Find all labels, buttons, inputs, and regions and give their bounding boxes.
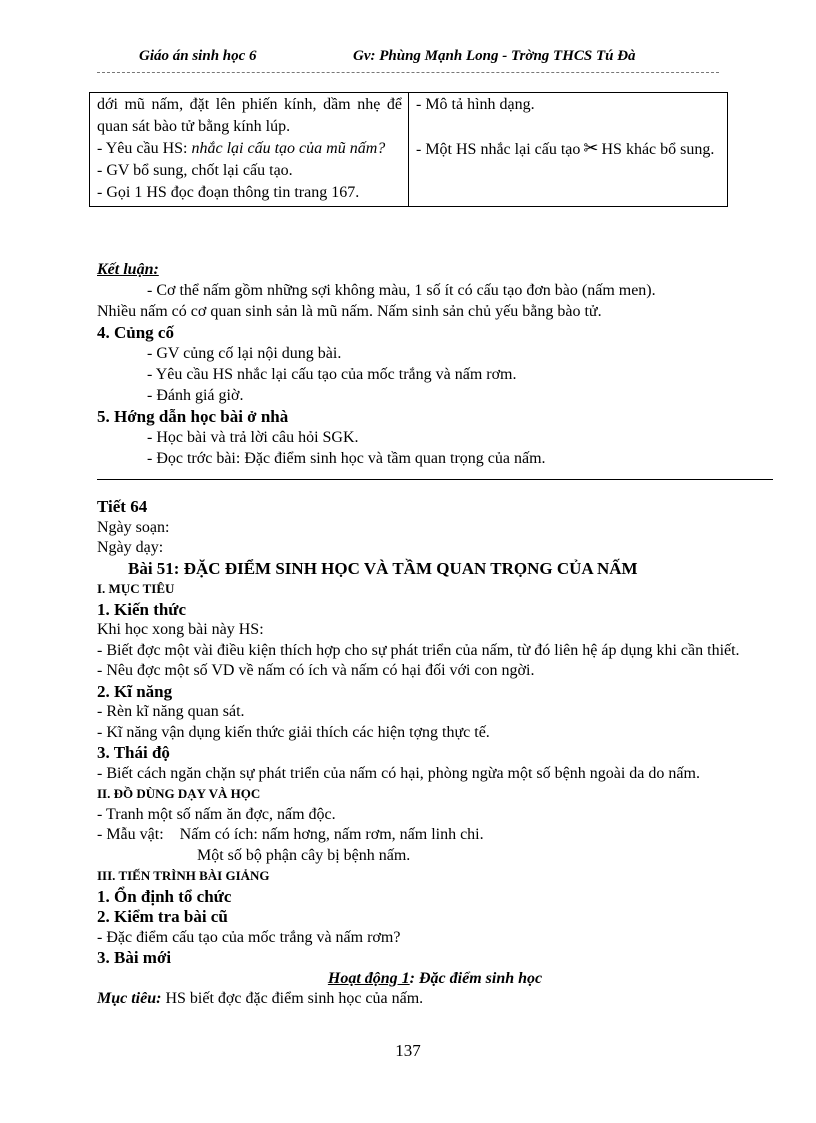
table-row <box>90 93 728 207</box>
objectives-heading: I. MỤC TIÊU <box>97 581 175 596</box>
materials-item: - Mẫu vật: Nấm có ích: nấm hơng, nấm rơm, nấm linh chi. <box>97 826 484 843</box>
header-right: Gv: Phùng Mạnh Long - Trờng THCS Tú Đà <box>353 48 636 64</box>
materials-item: Một số bộ phận cây bị bệnh nấm. <box>197 846 411 864</box>
homework-item: - Đọc trớc bài: Đặc điểm sinh học và tầm quan trọng của nấm. <box>147 450 546 467</box>
section-divider <box>97 479 773 480</box>
materials-heading: II. ĐỒ DÙNG DẠY VÀ HỌC <box>97 786 261 801</box>
page-header <box>97 48 719 70</box>
prep-date: Ngày soạn: <box>97 518 170 536</box>
activity-table <box>89 92 728 207</box>
scissors-icon: ✂ <box>583 138 599 159</box>
conclusion-section <box>97 259 773 469</box>
consolidate-heading: 4. Củng cố <box>97 323 174 342</box>
procedure-heading: III. TIẾN TRÌNH BÀI GIẢNG <box>97 868 270 883</box>
knowledge-item: - Biết đợc một vài điều kiện thích hợp cho sự phát triển của nấm, từ đó liên hệ áp dụng khi cần thiết. <box>97 641 740 659</box>
conclusion-heading: Kết luận: <box>97 261 159 278</box>
homework-heading: 5. Hớng dẫn học bài ở nhà <box>97 407 289 426</box>
goal-line: Mục tiêu: HS biết đợc đặc điểm sinh học của nấm. <box>97 990 424 1007</box>
table-right-line-2: - Một HS nhắc lại cấu tạo ✂ HS khác bổ sung. <box>416 138 715 159</box>
table-left-line-3: - GV bổ sung, chốt lại cấu tạo. <box>97 162 293 179</box>
attitude-item: - Biết cách ngăn chặn sự phát triển của nấm có hại, phòng ngừa một số bệnh ngoài da do nấm. <box>97 764 700 782</box>
page-number: 137 <box>395 1041 421 1060</box>
knowledge-heading: 1. Kiến thức <box>97 599 187 619</box>
homework-item: - Học bài và trả lời câu hỏi SGK. <box>147 429 359 446</box>
review-question: - Đặc điểm cấu tạo của mốc trắng và nấm rơm? <box>97 928 401 946</box>
header-left: Giáo án sinh học 6 <box>139 48 257 64</box>
teach-date: Ngày dạy: <box>97 539 164 556</box>
consolidate-item: - GV củng cố lại nội dung bài. <box>147 345 342 362</box>
consolidate-item: - Yêu cầu HS nhắc lại cấu tạo của mốc trắng và nấm rơm. <box>147 366 517 383</box>
activity-heading: Hoạt động 1: Đặc điểm sinh học <box>327 969 543 987</box>
skills-heading: 2. Kĩ năng <box>97 681 173 701</box>
lesson-plan <box>97 497 773 1010</box>
attitude-heading: 3. Thái độ <box>97 743 170 762</box>
knowledge-intro: Khi học xong bài này HS: <box>97 621 264 638</box>
materials-item: - Tranh một số nấm ăn đợc, nấm độc. <box>97 805 336 823</box>
conclusion-line-2: Nhiều nấm có cơ quan sinh sản là mũ nấm. Nấm sinh sản chủ yếu bằng bào tử. <box>97 303 602 320</box>
table-left-line-1: dới mũ nấm, đặt lên phiến kính, dầm nhẹ để quan sát bào tử bằng kính lúp. <box>97 96 402 135</box>
lesson-title: Bài 51: ĐẶC ĐIỂM SINH HỌC VÀ TẦM QUAN TRỌNG CỦA NẤM <box>128 558 638 578</box>
knowledge-item: - Nêu đợc một số VD về nấm có ích và nấm có hại đối với con ngời. <box>97 662 535 679</box>
table-right-line-1: - Mô tả hình dạng. <box>416 96 535 113</box>
conclusion-line-1: - Cơ thể nấm gồm những sợi không màu, 1 số ít có cấu tạo đơn bào (nấm men). <box>147 282 656 299</box>
procedure-step: 2. Kiểm tra bài cũ <box>97 907 228 926</box>
procedure-step: 1. Ổn định tổ chức <box>97 886 232 906</box>
table-left-line-4: - Gọi 1 HS đọc đoạn thông tin trang 167. <box>97 184 360 201</box>
skills-item: - Kĩ năng vận dụng kiến thức giải thích các hiện tợng thực tế. <box>97 723 490 741</box>
student-activity-cell <box>409 93 728 207</box>
procedure-step: 3. Bài mới <box>97 948 172 967</box>
header-divider <box>97 72 719 73</box>
skills-item: - Rèn kĩ năng quan sát. <box>97 703 245 720</box>
teacher-activity-cell <box>90 93 409 207</box>
consolidate-item: - Đánh giá giờ. <box>147 387 244 404</box>
table-left-line-2: - Yêu cầu HS: nhắc lại cấu tạo của mũ nấm? <box>97 140 386 157</box>
period-label: Tiết 64 <box>97 497 148 516</box>
